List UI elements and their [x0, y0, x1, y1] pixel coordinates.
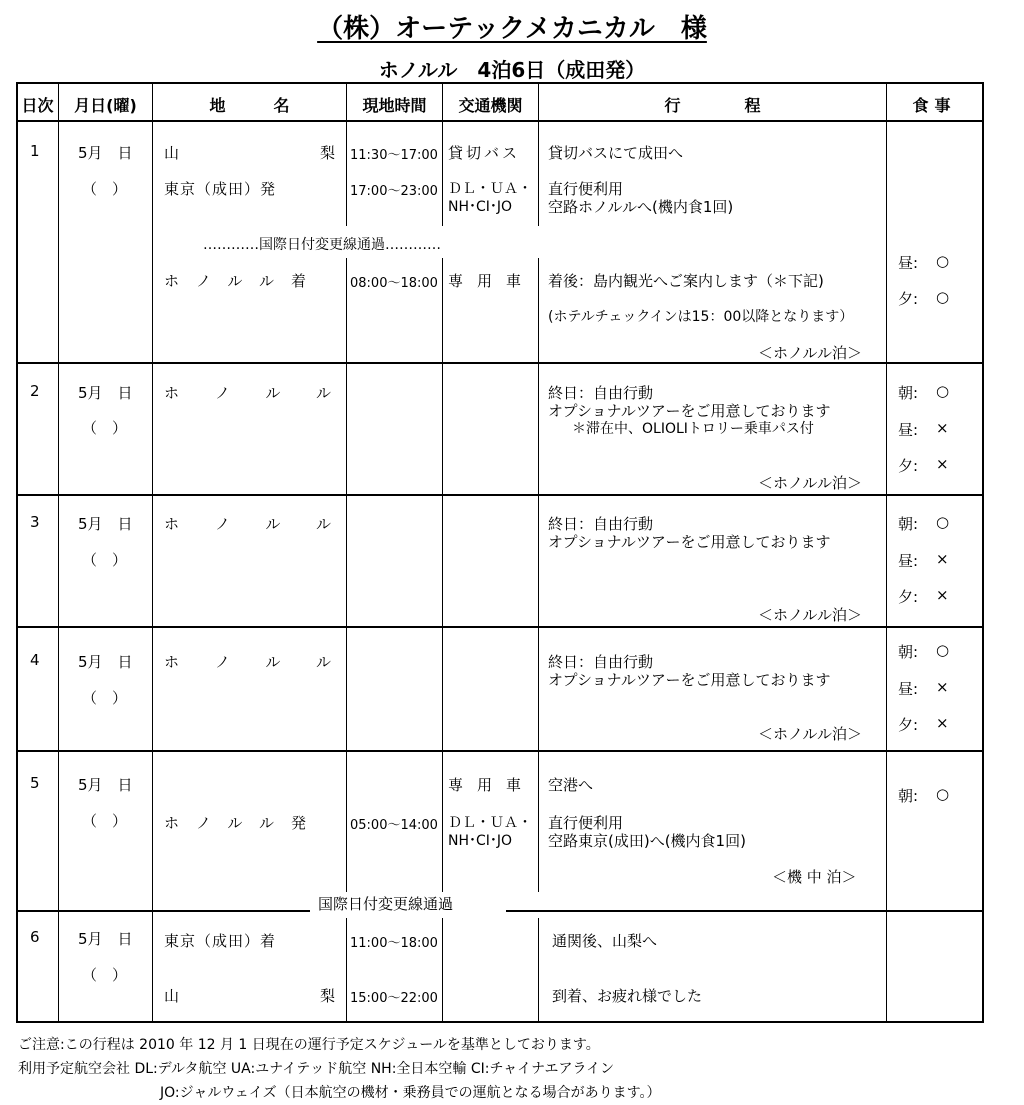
meal-mark: ○: [936, 785, 950, 803]
day-weekday: （ ）: [82, 419, 128, 437]
itinerary-text: 貸切バスにて成田へ: [548, 144, 684, 162]
meal-label: 朝:: [898, 643, 919, 661]
day-date: 5月 日: [78, 515, 133, 533]
meal-mark: ○: [936, 252, 950, 270]
transport: ＤＬ・ＵＡ・: [448, 815, 532, 831]
meal-mark: ×: [936, 714, 949, 732]
meal-mark: ×: [936, 419, 949, 437]
meal-label: 夕:: [898, 716, 919, 734]
place-label: ホノルル: [164, 515, 368, 533]
header-date: 月日(曜): [74, 96, 137, 115]
meal-mark: ×: [936, 678, 949, 696]
day-number: 3: [30, 513, 40, 531]
note-jo-airline: JO:ジャルウェイズ（日本航空の機材・乗務員での運航となる場合があります。）: [160, 1085, 661, 1101]
transport: 専用車: [448, 776, 536, 794]
itinerary-text: 終日：自由行動: [548, 384, 654, 402]
day-weekday: （ ）: [82, 966, 128, 984]
overnight-stay: ＜ホノルル泊＞: [758, 474, 863, 492]
place-label: 山: [164, 144, 180, 162]
itinerary-text: 直行便利用: [548, 814, 624, 832]
place-label: 梨: [320, 987, 336, 1005]
day-date: 5月 日: [78, 144, 133, 162]
note-schedule-basis: ご注意:この行程は 2010 年 12 月 1 日現在の運行予定スケジュールを基準としております。: [18, 1037, 600, 1053]
meal-mark: ○: [936, 288, 950, 306]
page-title: （株）オーテックメカニカル 様: [317, 14, 707, 44]
overnight-stay: ＜ホノルル泊＞: [758, 725, 863, 743]
meal-label: 夕:: [898, 290, 919, 308]
day-weekday: （ ）: [82, 689, 128, 707]
place-label: 梨: [320, 144, 336, 162]
meal-mark: ×: [936, 586, 949, 604]
day-number: 2: [30, 382, 40, 400]
itinerary-text: (ホテルチェックインは15：00以降となります）: [548, 309, 854, 325]
header-day: 日次: [21, 96, 54, 115]
meal-label: 昼:: [898, 680, 919, 698]
header-meals: 食事: [912, 96, 957, 115]
meal-label: 朝:: [898, 384, 919, 402]
itinerary-text: 通関後、山梨へ: [552, 932, 658, 950]
meal-label: 夕:: [898, 457, 919, 475]
place-label: ホノルル発: [164, 814, 324, 832]
day-number: 6: [30, 928, 40, 946]
local-time: 15:00～22:00: [350, 991, 438, 1006]
local-time: 11:30～17:00: [350, 148, 438, 163]
day-date: 5月 日: [78, 930, 133, 948]
meal-label: 朝:: [898, 515, 919, 533]
date-line-note: 国際日付変更線通過: [318, 895, 454, 913]
meal-label: 昼:: [898, 254, 919, 272]
place-label: 東京（成田）着: [164, 932, 277, 950]
day-number: 1: [30, 142, 40, 160]
header-place: 地 名: [209, 96, 290, 115]
local-time: 17:00～23:00: [350, 184, 438, 199]
local-time: 08:00～18:00: [350, 276, 438, 291]
meal-mark: ○: [936, 513, 950, 531]
header-transport: 交通機関: [458, 96, 523, 115]
place-label: ホノルル着: [164, 272, 324, 290]
transport: ＤＬ・ＵＡ・: [448, 181, 532, 197]
place-label: 東京（成田）発: [164, 180, 277, 198]
meal-label: 朝:: [898, 787, 919, 805]
overnight-stay: ＜ホノルル泊＞: [758, 606, 863, 624]
day-weekday: （ ）: [82, 551, 128, 569]
place-label: ホノルル: [164, 384, 368, 402]
day-number: 5: [30, 774, 40, 792]
transport: NH･CI･JO: [448, 833, 513, 849]
note-airlines: 利用予定航空会社 DL:デルタ航空 UA:ユナイテッド航空 NH:全日本空輸 CI:チャイナエアライン: [18, 1061, 615, 1077]
day-date: 5月 日: [78, 384, 133, 402]
meal-mark: ×: [936, 550, 949, 568]
local-time: 05:00～14:00: [350, 818, 438, 833]
itinerary-text: オプショナルツアーをご用意しております: [548, 402, 831, 420]
meal-label: 昼:: [898, 552, 919, 570]
header-time: 現地時間: [362, 96, 427, 115]
overnight-stay: ＜ホノルル泊＞: [758, 344, 863, 362]
itinerary-text: オプショナルツアーをご用意しております: [548, 671, 831, 689]
itinerary-text: 終日：自由行動: [548, 653, 654, 671]
itinerary-text: 空路ホノルルへ(機内食1回): [548, 198, 734, 216]
meal-mark: ×: [936, 455, 949, 473]
overnight-stay: ＜機 中 泊＞: [772, 868, 857, 886]
itinerary-text: 終日：自由行動: [548, 515, 654, 533]
day-weekday: （ ）: [82, 812, 128, 830]
place-label: ホノルル: [164, 653, 368, 671]
itinerary-text: ＊滞在中、OLIOLIトロリー乗車パス付: [572, 421, 814, 437]
itinerary-text: 直行便利用: [548, 180, 624, 198]
meal-mark: ○: [936, 641, 950, 659]
meal-label: 夕:: [898, 588, 919, 606]
day-weekday: （ ）: [82, 180, 128, 198]
transport: 専用車: [448, 272, 536, 290]
day-date: 5月 日: [78, 776, 133, 794]
day-number: 4: [30, 651, 40, 669]
transport: NH･CI･JO: [448, 199, 513, 215]
day-date: 5月 日: [78, 653, 133, 671]
itinerary-text: 空港へ: [548, 776, 594, 794]
header-itinerary: 行 程: [664, 96, 761, 115]
meal-mark: ○: [936, 382, 950, 400]
transport: 貸切バス: [448, 144, 521, 162]
local-time: 11:00～18:00: [350, 936, 438, 951]
meal-label: 昼:: [898, 421, 919, 439]
itinerary-text: 着後：島内観光へご案内します（＊下記): [548, 272, 824, 290]
place-label: 山: [164, 987, 180, 1005]
date-line-note: …………国際日付変更線通過…………: [203, 237, 441, 253]
itinerary-text: 空路東京(成田)へ(機内食1回): [548, 832, 746, 850]
itinerary-text: オプショナルツアーをご用意しております: [548, 533, 831, 551]
itinerary-text: 到着、お疲れ様でした: [552, 987, 703, 1005]
page-subtitle: ホノルル 4泊6日（成田発）: [378, 58, 646, 82]
